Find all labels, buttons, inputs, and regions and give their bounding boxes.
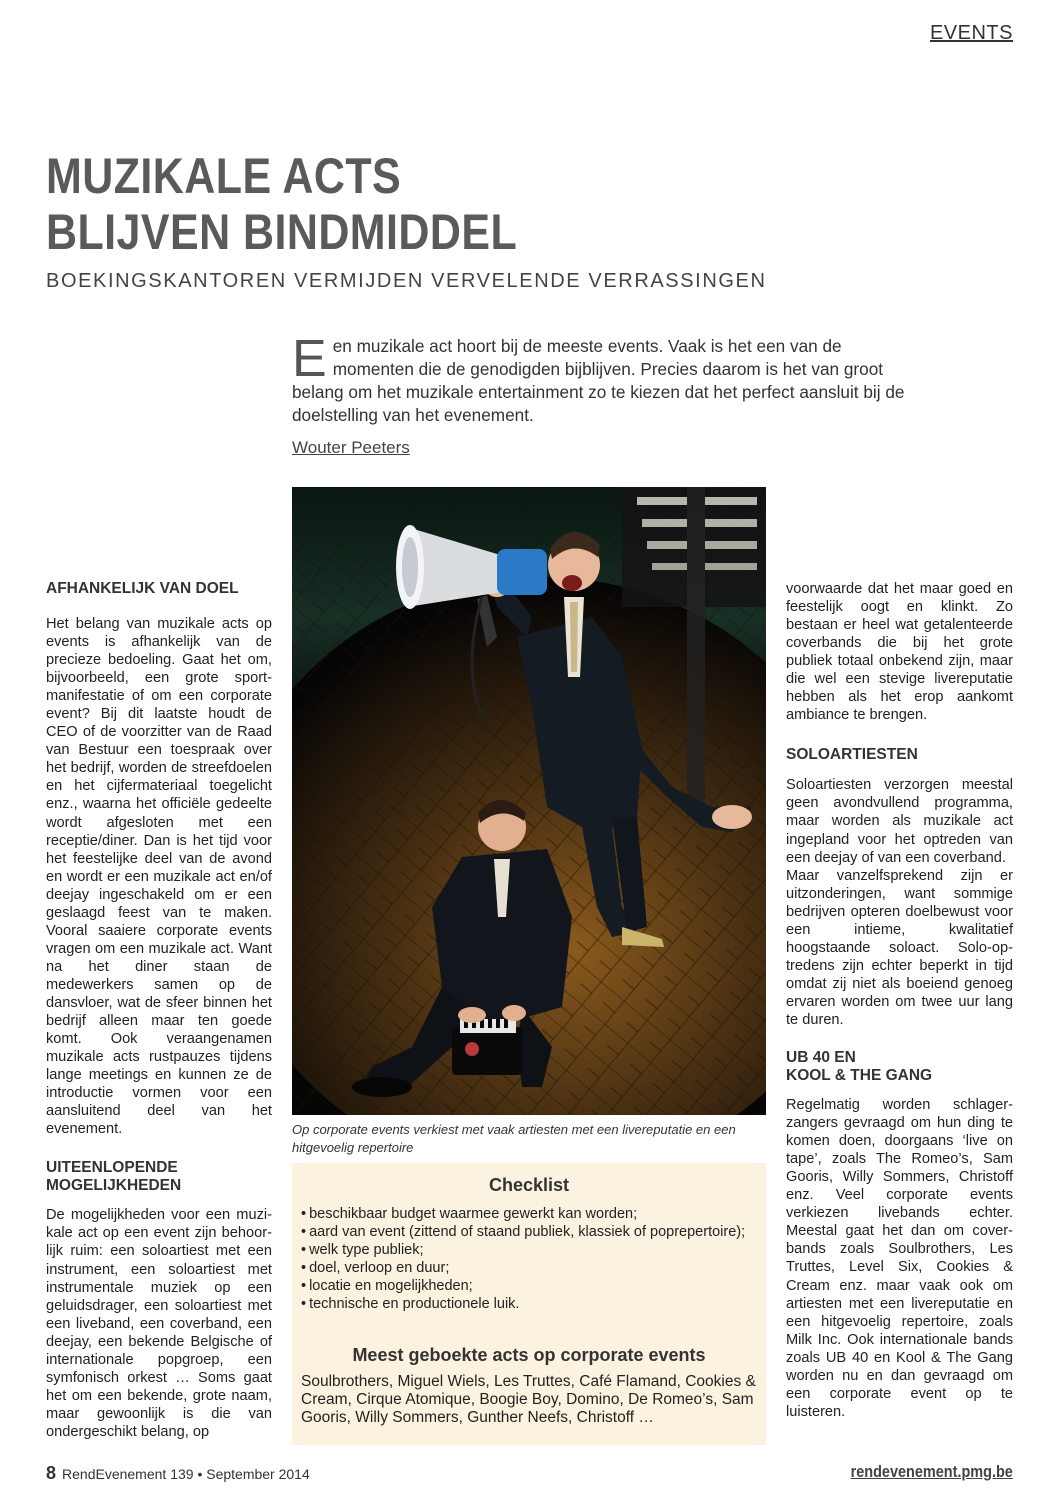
left-column (46, 580, 272, 1441)
section-tag[interactable]: EVENTS (929, 22, 1013, 44)
paragraph-continuation: voorwaarde dat het maar goed en feestelijk oogt en klinkt. Zo bestaan er heel wat getalenteerde coverbands die bij het grote publiek totaal onbekend zijn, maar die wel een stevige livereputatie hebben als het erop aankomt ambiance te brengen. (786, 581, 1013, 724)
title-line-1: MUZIKALE ACTS (46, 148, 402, 204)
intro-paragraph (292, 330, 922, 427)
subtitle: BOEKINGSKANTOREN VERMIJDEN VERVELENDE VERRASSINGEN (46, 270, 767, 292)
list-item: • welk type publiek; (301, 1241, 761, 1259)
page-number: 8 (46, 1463, 57, 1483)
photo-musicians (292, 487, 766, 1115)
right-column (786, 580, 1013, 1421)
intro-text: en muzikale act hoort bij de meeste events. Vaak is het een van de momenten die de genodigden bijblijven. Precies daarom is het van groot belang om het muzikale entertainment zo te kiezen dat het perfect aansluit bij de doelstelling van het evenement. (292, 336, 905, 425)
paragraph-soloartiesten-b: Maar vanzelfsprekend zijn er uitzonderingen, want sommige bedrijven opteren doelbewust voor een intieme, kwalitatief hoogstaande soloact. Solo-optredens zijn echter beperkt in tijd omdat zij niet als boeiend genoeg ervaren worden om twee uur lang te duren. (786, 867, 1013, 1028)
checklist-box (292, 1163, 766, 1445)
issue-info: RendEvenement 139 • September 2014 (62, 1466, 310, 1482)
author-byline[interactable]: Wouter Peeters (292, 438, 410, 457)
photo-caption: Op corporate events verkiest met vaak artiesten met een livereputatie en een hitgevoelig repertoire (292, 1122, 736, 1155)
website-link[interactable]: rendevenement.pmg.be (850, 1462, 1013, 1481)
checklist-list (301, 1205, 761, 1313)
footer-issue (46, 1463, 310, 1484)
heading-uiteenlopende-mogelijkheden: UITEENLOPENDE MOGELIJKHEDEN (46, 1159, 182, 1195)
heading-soloartiesten: SOLOARTIESTEN (786, 746, 918, 764)
acts-title: Meest geboekte acts op corporate events (352, 1345, 706, 1365)
paragraph-ub40: Regelmatig worden schlagerzangers gevraagd om hun ding te komen doen, doorgaans ‘live on tape’, zoals The Romeo’s, Sam Gooris, Willy Sommers, Christoff enz. Veel corporate events verkiezen livebands echter. Meestal gaat het dan om coverbands zoals Soulbrothers, Les Truttes, Level Six, Cookies & Cream enz. maar vaak ook om artiesten met een livereputatie en een hitgevoelig repertoire, zoals Milk Inc. Ook internationale bands zoals UB 40 en Kool & The Gang worden nu en dan gevraagd om een corporate event op te luisteren. (786, 1097, 1013, 1420)
drop-cap: E (292, 330, 327, 388)
list-item: • beschikbaar budget waarmee gewerkt kan worden; (301, 1205, 761, 1223)
page-title (46, 148, 517, 260)
acts-list: Soulbrothers, Miguel Wiels, Les Truttes, Café Flamand, Cookies & Cream, Cirque Atomique, Boogie Boy, Domino, De Romeo’s, Sam Gooris, Willy Sommers, Gunther Neefs, Christoff … (301, 1373, 756, 1426)
heading-ub40-line1: UB 40 EN (786, 1049, 856, 1067)
list-item: • aard van event (zittend of staand publiek, klassiek of poprepertoire); (301, 1223, 761, 1241)
paragraph-afhankelijk: Het belang van muzikale acts op events is afhankelijk van de precieze bedoeling. Gaat het om, bijvoorbeeld, een grote sportmanifestatie of om een corporate event? Bij dit laatste houdt de CEO of de voorzitter van de Raad van Bestuur een toespraak over het bedrijf, worden de streefdoelen en het cijfermateriaal toegelicht enz., waarna het officiële gedeelte wordt afgesloten met een receptie/diner. Dan is het tijd voor het feestelijke deel van de avond en wordt er een muzikale act en/of deejay ingeschakeld om er een geslaagd feest van te maken. Vooral saaiere corporate events vragen om een muzikale act. Want na het diner staan de medewerkers samen op de dansvloer, wat de sfeer binnen het bedrijf alleen maar ten goede komt. Ook veraangenamen muzikale acts rustpauzes tijdens lange meetings en kunnen ze de introductie vormen voor een aansluitend deel van het evenement. (46, 616, 272, 1138)
heading-afhankelijk-van-doel: AFHANKELIJK VAN DOEL (46, 580, 239, 597)
list-item: • doel, verloop en duur; (301, 1259, 761, 1277)
paragraph-mogelijkheden: De mogelijkheden voor een muzikale act op een event zijn behoorlijk ruim: een soloartiest met een instrument, een soloartiest met instrumentale muziek op een geluidsdrager, een soloartiest met een liveband, een coverband, een deejay, een bekende Belgische of internationale popgroep, een symfonisch orkest … Soms gaat het om een bekende, grote naam, maar gewoonlijk is die van ondergeschikt belang, op (46, 1207, 272, 1440)
list-item: • technische en productionele luik. (301, 1295, 761, 1313)
list-item: • locatie en mogelijkheden; (301, 1277, 761, 1295)
heading-ub40-line2: KOOL & THE GANG (786, 1067, 933, 1085)
paragraph-soloartiesten-a: Soloartiesten verzorgen meestal geen avondvullend programma, maar worden als muzikale act ingepland voor het optreden van een deejay of van een coverband. (786, 777, 1013, 866)
checklist-title: Checklist (488, 1175, 570, 1195)
title-line-2: BLIJVEN BINDMIDDEL (46, 204, 518, 260)
